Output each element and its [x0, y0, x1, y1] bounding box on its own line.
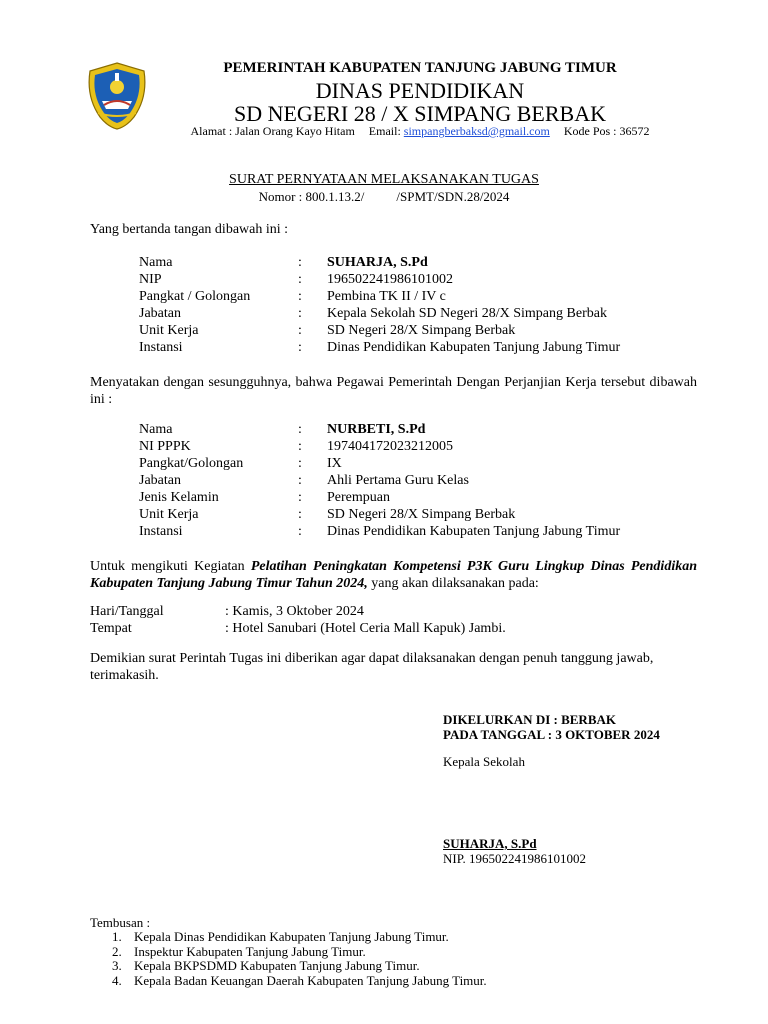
detail-row [139, 339, 699, 356]
list-item [90, 943, 366, 960]
item-number: 4. [112, 972, 122, 988]
signer-nip: NIP. 196502241986101002 [443, 851, 587, 866]
detail-row [139, 472, 699, 489]
detail-label: Instansi [139, 340, 183, 355]
detail-colon: : [298, 473, 302, 488]
detail-row [139, 254, 699, 271]
number-prefix: Nomor : 800.1.13.2/ [258, 189, 365, 204]
detail-value: 196502241986101002 [327, 272, 453, 287]
item-text: Inspektur Kabupaten Tanjung Jabung Timur. [134, 943, 366, 959]
detail-label: Instansi [139, 524, 183, 539]
detail-value: SD Negeri 28/X Simpang Berbak [327, 507, 516, 522]
employee-details [139, 421, 699, 540]
copy-to-section [90, 915, 487, 988]
detail-colon: : [298, 524, 302, 539]
detail-value: NURBETI, S.Pd [327, 422, 426, 437]
intro-text: Yang bertanda tangan dibawah ini : [90, 222, 289, 237]
detail-colon: : [298, 507, 302, 522]
detail-colon: : [298, 490, 302, 505]
detail-colon: : [298, 289, 302, 304]
detail-row [139, 421, 699, 438]
schedule-row [90, 620, 690, 637]
schedule-label: Hari/Tanggal [90, 604, 164, 619]
detail-label: Nama [139, 422, 173, 437]
letter-number [0, 189, 768, 205]
item-number: 2. [112, 943, 122, 959]
activity-text [90, 558, 697, 592]
detail-row [139, 455, 699, 472]
department-name: DINAS PENDIDIKAN [315, 78, 525, 103]
activity-event: Pelatihan Peningkatan Kompetensi P3K Guru Lingkup Dinas Pendidikan Kabupaten Tanjung Jabung Timur Tahun 2024, [90, 559, 697, 591]
detail-label: Jabatan [139, 306, 181, 321]
detail-value: SUHARJA, S.Pd [327, 255, 428, 270]
statement-text: Menyatakan dengan sesungguhnya, bahwa Pegawai Pemerintah Dengan Perjanjian Kerja tersebut dibawah ini : [90, 375, 697, 407]
detail-row [139, 438, 699, 455]
email-link[interactable]: simpangberbaksd@gmail.com [403, 124, 550, 138]
detail-row [139, 271, 699, 288]
detail-value: SD Negeri 28/X Simpang Berbak [327, 323, 516, 338]
school-address-line [150, 124, 690, 139]
detail-row [139, 322, 699, 339]
detail-colon: : [298, 306, 302, 321]
item-number: 1. [112, 929, 122, 944]
detail-row [139, 489, 699, 506]
activity-suffix: yang akan dilaksanakan pada: [367, 576, 539, 591]
school-name: SD NEGERI 28 / X SIMPANG BERBAK [233, 101, 606, 126]
signer-details [139, 254, 699, 356]
detail-label: Unit Kerja [139, 323, 199, 338]
detail-colon: : [298, 272, 302, 287]
detail-value: IX [327, 456, 342, 471]
detail-colon: : [298, 255, 302, 270]
email-label: Email: [368, 124, 401, 138]
detail-label: Pangkat/Golongan [139, 456, 244, 471]
detail-colon: : [298, 439, 302, 454]
detail-value: Dinas Pendidikan Kabupaten Tanjung Jabung Timur [327, 340, 621, 355]
detail-row [139, 523, 699, 540]
schedule-details [90, 603, 690, 637]
detail-value: Ahli Pertama Guru Kelas [327, 473, 469, 488]
list-item [90, 929, 449, 945]
detail-label: NI PPPK [139, 439, 191, 454]
detail-colon: : [298, 422, 302, 437]
list-item [90, 958, 420, 974]
detail-label: Jenis Kelamin [139, 490, 219, 505]
detail-colon: : [298, 340, 302, 355]
schedule-label: Tempat [90, 621, 132, 636]
detail-row [139, 305, 699, 322]
postcode: Kode Pos : 36572 [563, 124, 650, 138]
detail-colon: : [298, 456, 302, 471]
detail-label: Jabatan [139, 473, 181, 488]
copy-to-heading: Tembusan : [90, 915, 151, 930]
item-text: Kepala Badan Keuangan Daerah Kabupaten Tanjung Jabung Timur. [134, 972, 487, 988]
issued-info [443, 712, 660, 742]
detail-value: Dinas Pendidikan Kabupaten Tanjung Jabung Timur [327, 524, 621, 539]
schedule-value: : Hotel Sanubari (Hotel Ceria Mall Kapuk) Jambi. [225, 621, 506, 636]
detail-row [139, 506, 699, 523]
address: Alamat : Jalan Orang Kayo Hitam [190, 124, 355, 138]
issued-date: PADA TANGGAL : 3 OKTOBER 2024 [443, 727, 660, 742]
detail-label: NIP [139, 272, 162, 287]
activity-prefix: Untuk mengikuti Kegiatan [90, 559, 251, 574]
detail-row [139, 288, 699, 305]
number-suffix: /SPMT/SDN.28/2024 [396, 189, 510, 204]
signer-role: Kepala Sekolah [443, 754, 525, 769]
item-text: Kepala BKPSDMD Kabupaten Tanjung Jabung Timur. [134, 958, 420, 973]
closing-text: Demikian surat Perintah Tugas ini diberikan agar dapat dilaksanakan dengan penuh tanggung jawab, terimakasih. [90, 651, 654, 683]
item-text: Kepala Dinas Pendidikan Kabupaten Tanjung Jabung Timur. [134, 929, 449, 944]
item-number: 3. [112, 958, 122, 973]
detail-label: Unit Kerja [139, 507, 199, 522]
schedule-value: : Kamis, 3 Oktober 2024 [225, 604, 364, 619]
schedule-row [90, 603, 690, 620]
detail-label: Pangkat / Golongan [139, 289, 251, 304]
list-item [90, 972, 487, 989]
detail-colon: : [298, 323, 302, 338]
detail-value: Pembina TK II / IV c [327, 289, 446, 304]
signer-name: SUHARJA, S.Pd [443, 836, 537, 851]
copy-to-list [90, 929, 487, 988]
detail-value: 197404172023212005 [327, 439, 453, 454]
detail-value: Perempuan [327, 490, 390, 505]
government-name: PEMERINTAH KABUPATEN TANJUNG JABUNG TIMUR [223, 60, 617, 76]
issued-place: DIKELURKAN DI : BERBAK [443, 712, 616, 727]
letter-title: SURAT PERNYATAAN MELAKSANAKAN TUGAS [229, 172, 539, 187]
detail-value: Kepala Sekolah SD Negeri 28/X Simpang Berbak [327, 306, 607, 321]
regency-crest-icon [84, 61, 150, 131]
detail-label: Nama [139, 255, 173, 270]
